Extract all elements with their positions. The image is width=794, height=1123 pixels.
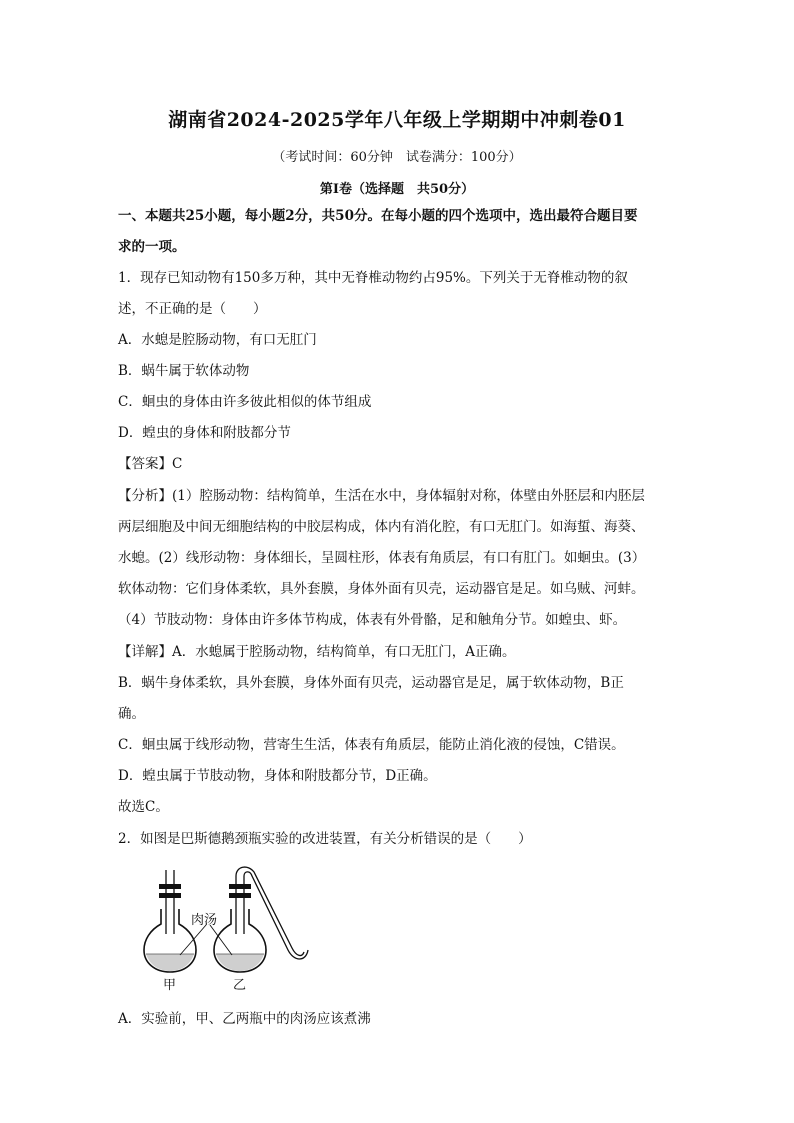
q1-detail-line-2: B．蜗牛身体柔软，具外套膜，身体外面有贝壳，运动器官是足，属于软体动物，B正 [118,675,624,691]
exam-title: 湖南省2024-2025学年八年级上学期期中冲刺卷01 [168,109,626,131]
q1-detail-line-4: C．蛔虫属于线形动物，营寄生生活，体表有角质层，能防止消化液的侵蚀，C错误。 [118,737,625,753]
q1-detail-line-3: 确。 [118,706,145,722]
section-heading: 第Ⅰ卷（选择题 共50分） [319,182,475,197]
q1-option-b: B．蜗牛属于软体动物 [118,363,250,379]
flask-jia-label: 甲 [163,978,177,992]
flask-jia [144,870,196,972]
q1-detail-line-5: D．蝗虫属于节肢动物，身体和附肢都分节，D正确。 [118,768,437,784]
q2-stem: 2．如图是巴斯德鹅颈瓶实验的改进装置，有关分析错误的是（ ） [118,831,532,847]
q1-stem-line-2: 述，不正确的是（ ） [118,301,267,317]
q1-answer: 【答案】C [118,456,183,472]
q1-analysis-line-1: 【分析】(1）腔肠动物：结构简单，生活在水中，身体辐射对称，体壁由外胚层和内胚层 [118,488,645,504]
q1-analysis-line-5: （4）节肢动物：身体由许多体节构成，体表有外骨骼，足和触角分节。如蝗虫、虾。 [118,612,627,628]
q1-option-a: A．水螅是腔肠动物，有口无肛门 [118,332,317,348]
flask-yi [214,867,308,972]
q1-analysis-line-4: 软体动物：它们身体柔软，具外套膜，身体外面有贝壳，运动器官是足。如乌贼、河蚌。 [118,581,645,597]
broth-pointer-jia [180,925,206,955]
q1-detail-line-6: 故选C。 [118,799,169,815]
broth-label: 肉汤 [191,913,218,928]
q1-analysis-line-3: 水螅。(2）线形动物：身体细长，呈圆柱形，体表有角质层，有口有肛门。如蛔虫。(3） [118,550,646,566]
q1-option-d: D．蝗虫的身体和附肢都分节 [118,425,291,441]
q1-stem-line-1: 1．现存已知动物有150多万种，其中无脊椎动物约占95%。下列关于无脊椎动物的叙 [118,270,628,286]
flask-yi-label: 乙 [233,978,247,992]
q1-detail-line-1: 【详解】A．水螅属于腔肠动物，结构简单，有口无肛门，A正确。 [118,644,516,660]
q1-analysis-line-2: 两层细胞及中间无细胞结构的中胶层构成，体内有消化腔，有口无肛门。如海蜇、海葵、 [118,519,645,535]
instructions-line-1: 一、本题共25小题，每小题2分，共50分。在每小题的四个选项中，选出最符合题目要 [118,208,638,224]
instructions-line-2: 求的一项。 [118,239,186,255]
exam-subtitle: （考试时间：60分钟 试卷满分：100分） [272,150,522,165]
swan-neck-flask-figure [140,862,310,992]
q2-option-a: A．实验前，甲、乙两瓶中的肉汤应该煮沸 [118,1011,371,1027]
q1-option-c: C．蛔虫的身体由许多彼此相似的体节组成 [118,394,372,410]
